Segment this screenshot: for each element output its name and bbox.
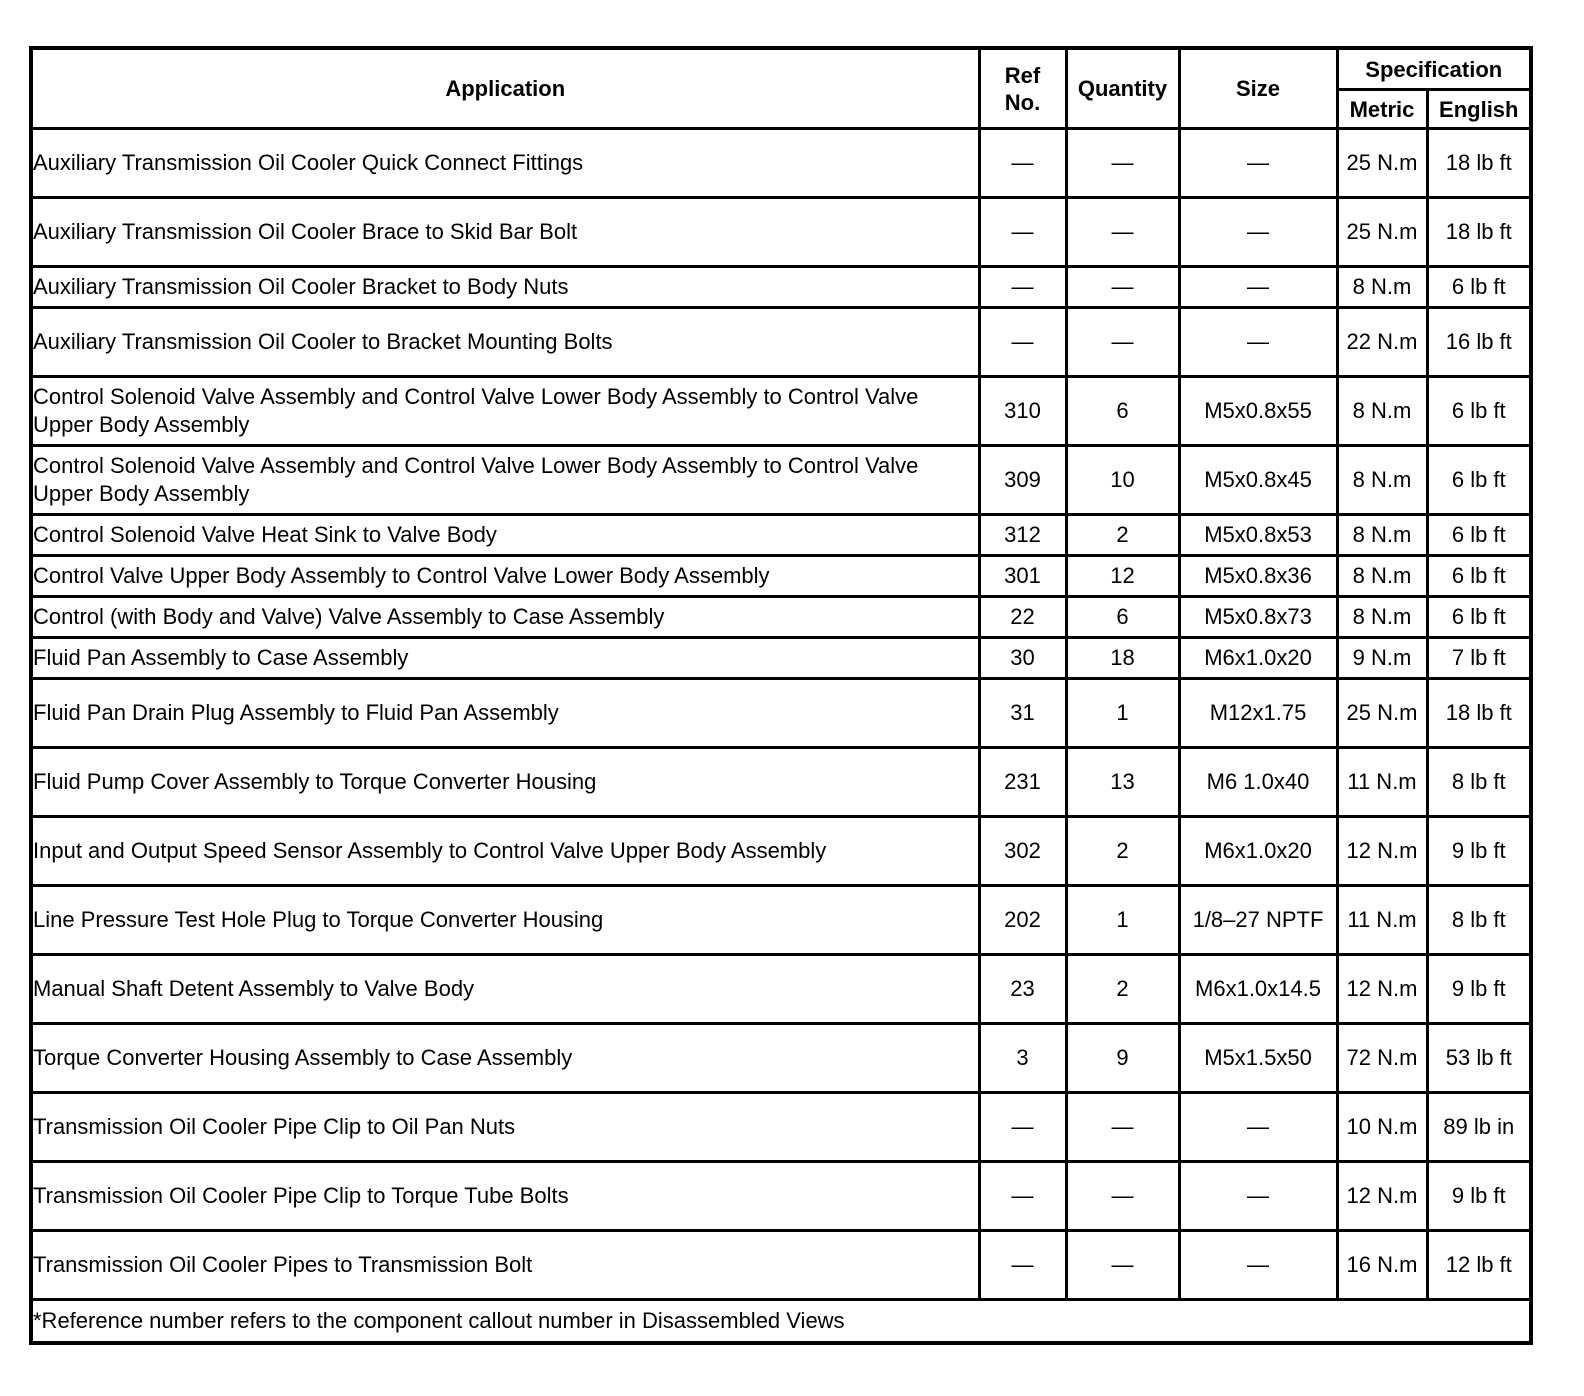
cell-english: 9 lb ft bbox=[1427, 1162, 1531, 1231]
cell-size: — bbox=[1179, 129, 1337, 198]
cell-application: Auxiliary Transmission Oil Cooler Bracket to Body Nuts bbox=[31, 267, 979, 308]
header-english: English bbox=[1427, 90, 1531, 129]
cell-application: Control Valve Upper Body Assembly to Control Valve Lower Body Assembly bbox=[31, 556, 979, 597]
cell-size: M5x0.8x53 bbox=[1179, 515, 1337, 556]
cell-size: — bbox=[1179, 1093, 1337, 1162]
cell-metric: 8 N.m bbox=[1337, 597, 1427, 638]
cell-english: 6 lb ft bbox=[1427, 556, 1531, 597]
cell-quantity: — bbox=[1066, 1093, 1179, 1162]
cell-ref-no: 301 bbox=[979, 556, 1066, 597]
cell-application: Fluid Pan Assembly to Case Assembly bbox=[31, 638, 979, 679]
header-ref-no bbox=[979, 48, 1066, 129]
cell-ref-no: — bbox=[979, 198, 1066, 267]
cell-size: M5x0.8x55 bbox=[1179, 377, 1337, 446]
table-row bbox=[31, 129, 1531, 198]
cell-ref-no: — bbox=[979, 267, 1066, 308]
header-row-top bbox=[31, 48, 1531, 90]
cell-size: — bbox=[1179, 1231, 1337, 1300]
cell-quantity: — bbox=[1066, 308, 1179, 377]
cell-english: 12 lb ft bbox=[1427, 1231, 1531, 1300]
cell-english: 7 lb ft bbox=[1427, 638, 1531, 679]
header-specification: Specification bbox=[1337, 48, 1531, 90]
cell-quantity: 1 bbox=[1066, 679, 1179, 748]
table-body bbox=[31, 129, 1531, 1300]
table-row bbox=[31, 267, 1531, 308]
cell-size: — bbox=[1179, 1162, 1337, 1231]
cell-size: M6x1.0x14.5 bbox=[1179, 955, 1337, 1024]
cell-quantity: 13 bbox=[1066, 748, 1179, 817]
cell-quantity: 12 bbox=[1066, 556, 1179, 597]
cell-ref-no: — bbox=[979, 1093, 1066, 1162]
table-row bbox=[31, 638, 1531, 679]
table-row bbox=[31, 817, 1531, 886]
cell-application: Fluid Pump Cover Assembly to Torque Converter Housing bbox=[31, 748, 979, 817]
cell-english: 6 lb ft bbox=[1427, 597, 1531, 638]
cell-metric: 8 N.m bbox=[1337, 446, 1427, 515]
cell-application: Transmission Oil Cooler Pipe Clip to Torque Tube Bolts bbox=[31, 1162, 979, 1231]
cell-quantity: 2 bbox=[1066, 955, 1179, 1024]
cell-ref-no: 3 bbox=[979, 1024, 1066, 1093]
cell-quantity: 10 bbox=[1066, 446, 1179, 515]
cell-quantity: 1 bbox=[1066, 886, 1179, 955]
table-row bbox=[31, 1231, 1531, 1300]
cell-metric: 9 N.m bbox=[1337, 638, 1427, 679]
cell-english: 9 lb ft bbox=[1427, 817, 1531, 886]
cell-quantity: 6 bbox=[1066, 377, 1179, 446]
cell-metric: 10 N.m bbox=[1337, 1093, 1427, 1162]
cell-application: Auxiliary Transmission Oil Cooler Quick Connect Fittings bbox=[31, 129, 979, 198]
cell-quantity: — bbox=[1066, 198, 1179, 267]
table-row bbox=[31, 446, 1531, 515]
cell-ref-no: — bbox=[979, 308, 1066, 377]
table-row bbox=[31, 679, 1531, 748]
cell-english: 8 lb ft bbox=[1427, 748, 1531, 817]
cell-english: 9 lb ft bbox=[1427, 955, 1531, 1024]
table-row bbox=[31, 515, 1531, 556]
cell-size: — bbox=[1179, 198, 1337, 267]
cell-size: M5x0.8x45 bbox=[1179, 446, 1337, 515]
cell-ref-no: 202 bbox=[979, 886, 1066, 955]
cell-application: Control Solenoid Valve Assembly and Control Valve Lower Body Assembly to Control Valve Upper Body Assembly bbox=[31, 446, 979, 515]
cell-metric: 72 N.m bbox=[1337, 1024, 1427, 1093]
header-quantity: Quantity bbox=[1066, 48, 1179, 129]
cell-metric: 12 N.m bbox=[1337, 817, 1427, 886]
torque-specification-table bbox=[29, 46, 1533, 1345]
cell-metric: 12 N.m bbox=[1337, 955, 1427, 1024]
cell-application: Auxiliary Transmission Oil Cooler Brace to Skid Bar Bolt bbox=[31, 198, 979, 267]
cell-ref-no: 22 bbox=[979, 597, 1066, 638]
table-row bbox=[31, 597, 1531, 638]
cell-english: 6 lb ft bbox=[1427, 515, 1531, 556]
cell-english: 6 lb ft bbox=[1427, 446, 1531, 515]
cell-ref-no: 302 bbox=[979, 817, 1066, 886]
cell-size: — bbox=[1179, 308, 1337, 377]
cell-ref-no: — bbox=[979, 1162, 1066, 1231]
cell-application: Fluid Pan Drain Plug Assembly to Fluid Pan Assembly bbox=[31, 679, 979, 748]
cell-size: M6 1.0x40 bbox=[1179, 748, 1337, 817]
cell-ref-no: 30 bbox=[979, 638, 1066, 679]
table-row bbox=[31, 1162, 1531, 1231]
header-metric: Metric bbox=[1337, 90, 1427, 129]
cell-metric: 25 N.m bbox=[1337, 129, 1427, 198]
cell-size: 1/8–27 NPTF bbox=[1179, 886, 1337, 955]
cell-application: Control (with Body and Valve) Valve Assembly to Case Assembly bbox=[31, 597, 979, 638]
cell-ref-no: — bbox=[979, 1231, 1066, 1300]
cell-size: M5x0.8x73 bbox=[1179, 597, 1337, 638]
table-footer bbox=[31, 1300, 1531, 1344]
cell-metric: 12 N.m bbox=[1337, 1162, 1427, 1231]
cell-size: M6x1.0x20 bbox=[1179, 638, 1337, 679]
cell-size: M6x1.0x20 bbox=[1179, 817, 1337, 886]
table-row bbox=[31, 198, 1531, 267]
cell-application: Line Pressure Test Hole Plug to Torque Converter Housing bbox=[31, 886, 979, 955]
table-row bbox=[31, 1093, 1531, 1162]
cell-quantity: 2 bbox=[1066, 817, 1179, 886]
cell-english: 6 lb ft bbox=[1427, 267, 1531, 308]
header-size: Size bbox=[1179, 48, 1337, 129]
header-application: Application bbox=[31, 48, 979, 129]
cell-metric: 22 N.m bbox=[1337, 308, 1427, 377]
cell-metric: 25 N.m bbox=[1337, 198, 1427, 267]
cell-metric: 16 N.m bbox=[1337, 1231, 1427, 1300]
cell-size: M5x1.5x50 bbox=[1179, 1024, 1337, 1093]
cell-quantity: 2 bbox=[1066, 515, 1179, 556]
cell-english: 18 lb ft bbox=[1427, 198, 1531, 267]
cell-ref-no: — bbox=[979, 129, 1066, 198]
cell-metric: 8 N.m bbox=[1337, 515, 1427, 556]
cell-size: M12x1.75 bbox=[1179, 679, 1337, 748]
table-row bbox=[31, 955, 1531, 1024]
cell-english: 8 lb ft bbox=[1427, 886, 1531, 955]
cell-english: 18 lb ft bbox=[1427, 129, 1531, 198]
table-row bbox=[31, 377, 1531, 446]
cell-size: M5x0.8x36 bbox=[1179, 556, 1337, 597]
cell-metric: 25 N.m bbox=[1337, 679, 1427, 748]
cell-ref-no: 231 bbox=[979, 748, 1066, 817]
cell-ref-no: 309 bbox=[979, 446, 1066, 515]
cell-english: 16 lb ft bbox=[1427, 308, 1531, 377]
cell-english: 89 lb in bbox=[1427, 1093, 1531, 1162]
cell-application: Input and Output Speed Sensor Assembly to Control Valve Upper Body Assembly bbox=[31, 817, 979, 886]
cell-english: 53 lb ft bbox=[1427, 1024, 1531, 1093]
cell-application: Control Solenoid Valve Assembly and Control Valve Lower Body Assembly to Control Valve Upper Body Assembly bbox=[31, 377, 979, 446]
cell-application: Torque Converter Housing Assembly to Case Assembly bbox=[31, 1024, 979, 1093]
table-row bbox=[31, 1024, 1531, 1093]
cell-ref-no: 31 bbox=[979, 679, 1066, 748]
cell-ref-no: 312 bbox=[979, 515, 1066, 556]
header-ref-no-text: Ref No. bbox=[1004, 62, 1041, 115]
table-row bbox=[31, 556, 1531, 597]
cell-metric: 8 N.m bbox=[1337, 556, 1427, 597]
cell-quantity: — bbox=[1066, 129, 1179, 198]
cell-quantity: 9 bbox=[1066, 1024, 1179, 1093]
cell-english: 18 lb ft bbox=[1427, 679, 1531, 748]
cell-metric: 11 N.m bbox=[1337, 886, 1427, 955]
cell-size: — bbox=[1179, 267, 1337, 308]
cell-application: Control Solenoid Valve Heat Sink to Valve Body bbox=[31, 515, 979, 556]
table-header bbox=[31, 48, 1531, 129]
cell-ref-no: 310 bbox=[979, 377, 1066, 446]
cell-metric: 8 N.m bbox=[1337, 267, 1427, 308]
cell-application: Auxiliary Transmission Oil Cooler to Bracket Mounting Bolts bbox=[31, 308, 979, 377]
table-row bbox=[31, 308, 1531, 377]
footnote: *Reference number refers to the component callout number in Disassembled Views bbox=[31, 1300, 1531, 1344]
table-row bbox=[31, 886, 1531, 955]
cell-metric: 11 N.m bbox=[1337, 748, 1427, 817]
table-row bbox=[31, 748, 1531, 817]
cell-quantity: — bbox=[1066, 1162, 1179, 1231]
cell-quantity: — bbox=[1066, 267, 1179, 308]
cell-application: Transmission Oil Cooler Pipes to Transmission Bolt bbox=[31, 1231, 979, 1300]
cell-ref-no: 23 bbox=[979, 955, 1066, 1024]
cell-english: 6 lb ft bbox=[1427, 377, 1531, 446]
cell-quantity: — bbox=[1066, 1231, 1179, 1300]
cell-application: Transmission Oil Cooler Pipe Clip to Oil Pan Nuts bbox=[31, 1093, 979, 1162]
cell-quantity: 18 bbox=[1066, 638, 1179, 679]
cell-application: Manual Shaft Detent Assembly to Valve Body bbox=[31, 955, 979, 1024]
cell-metric: 8 N.m bbox=[1337, 377, 1427, 446]
footnote-row bbox=[31, 1300, 1531, 1344]
cell-quantity: 6 bbox=[1066, 597, 1179, 638]
